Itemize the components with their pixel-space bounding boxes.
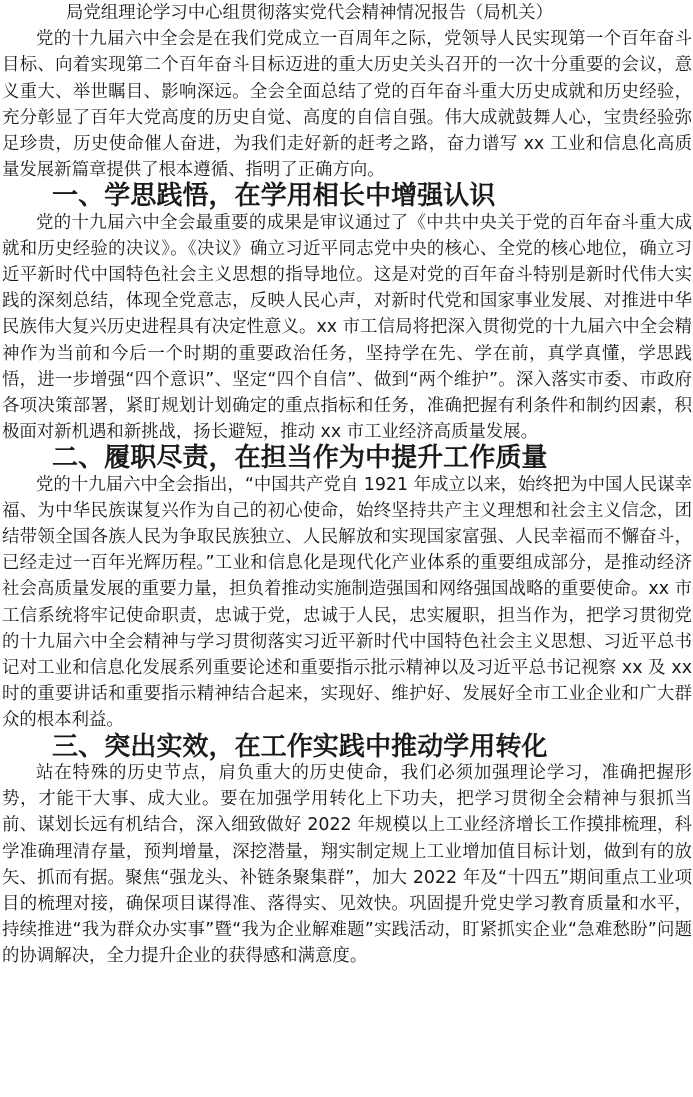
document-title: 局党组理论学习中心组贯彻落实党代会精神情况报告（局机关） bbox=[66, 3, 553, 23]
report-document bbox=[2, 0, 692, 970]
section-3-heading: 三、突出实效，在工作实践中推动学用转化 bbox=[52, 731, 548, 762]
section-1-heading: 一、学思践悟，在学用相长中增强认识 bbox=[52, 181, 496, 212]
section-2-heading: 二、履职尽责，在担当作为中提升工作质量 bbox=[52, 443, 548, 474]
section-2-body: 党的十九届六中全会指出，“中国共产党自 1921 年成立以来，始终把为中国人民谋幸福、为中华民族谋复兴作为自己的初心使命，始终坚持共产主义理想和社会主义信念，团结带领全国各族人民为争取民族独立、人民解放和实现国家富强、人民幸福而不懈奋斗，已经走过一百年光辉历程。”工业和信息化是现代化产业体系的重要组成部分，是推动经济社会高质量发展的重要力量，担负着推动实施制造强国和网络强国战略的重要使命。xx 市工信系统将牢记使命职责，忠诚于党，忠诚于人民，忠实履职，担当作为，把学习贯彻党的十九届六中全会精神与学习贯彻落实习近平新时代中国特色社会主义思想、习近平总书记对工业和信息化发展系列重要论述和重要指示批示精神以及习近平总书记视察 xx 及 xx 时的重要讲话和重要指示精神结合起来，实现好、维护好、发展好全市工业企业和广大群众的根本利益。 bbox=[2, 474, 692, 731]
section-1-body: 党的十九届六中全会最重要的成果是审议通过了《中共中央关于党的百年奋斗重大成就和历史经验的决议》。《决议》确立习近平同志党中央的核心、全党的核心地位，确立习近平新时代中国特色社会主义思想的指导地位。这是对党的百年奋斗特别是新时代伟大实践的深刻总结，体现全党意志，反映人民心声，对新时代党和国家事业发展、对推进中华民族伟大复兴历史进程具有决定性意义。xx 市工信局将把深入贯彻党的十九届六中全会精神作为当前和今后一个时期的重要政治任务，坚持学在先、学在前，真学真懂，学思践悟，进一步增强“四个意识”、坚定“四个自信”、做到“两个维护”。深入落实市委、市政府各项决策部署，紧盯规划计划确定的重点指标和任务，准确把握有利条件和制约因素，积极面对新机遇和新挑战，扬长避短，推动 xx 市工业经济高质量发展。 bbox=[2, 212, 692, 443]
section-3-body: 站在特殊的历史节点，肩负重大的历史使命，我们必须加强理论学习，准确把握形势，才能干大事、成大业。要在加强学用转化上下功夫，把学习贯彻全会精神与狠抓当前、谋划长远有机结合，深入细致做好 2022 年规模以上工业经济增长工作摸排梳理，科学准确理清存量，预判增量，深挖潜量，翔实制定规上工业增加值目标计划，做到有的放矢、抓而有据。聚焦“强龙头、补链条聚集群”，加大 2022 年及“十四五”期间重点工业项目的梳理对接，确保项目谋得准、落得实、见效快。巩固提升党史学习教育质量和水平，持续推进“我为群众办实事”暨“我为企业解难题”实践活动，盯紧抓实企业“急难愁盼”问题的协调解决，全力提升企业的获得感和满意度。 bbox=[2, 762, 692, 967]
intro-paragraph: 党的十九届六中全会是在我们党成立一百周年之际，党领导人民实现第一个百年奋斗目标、向着实现第二个百年奋斗目标迈进的重大历史关头召开的一次十分重要的会议，意义重大、举世瞩目、影响深远。全会全面总结了党的百年奋斗重大历史成就和历史经验，充分彰显了百年大党高度的历史自觉、高度的自信自强。伟大成就鼓舞人心，宝贵经验弥足珍贵，历史使命催人奋进，为我们走好新的赶考之路，奋力谱写 xx 工业和信息化高质量发展新篇章提供了根本遵循、指明了正确方向。 bbox=[2, 29, 692, 181]
